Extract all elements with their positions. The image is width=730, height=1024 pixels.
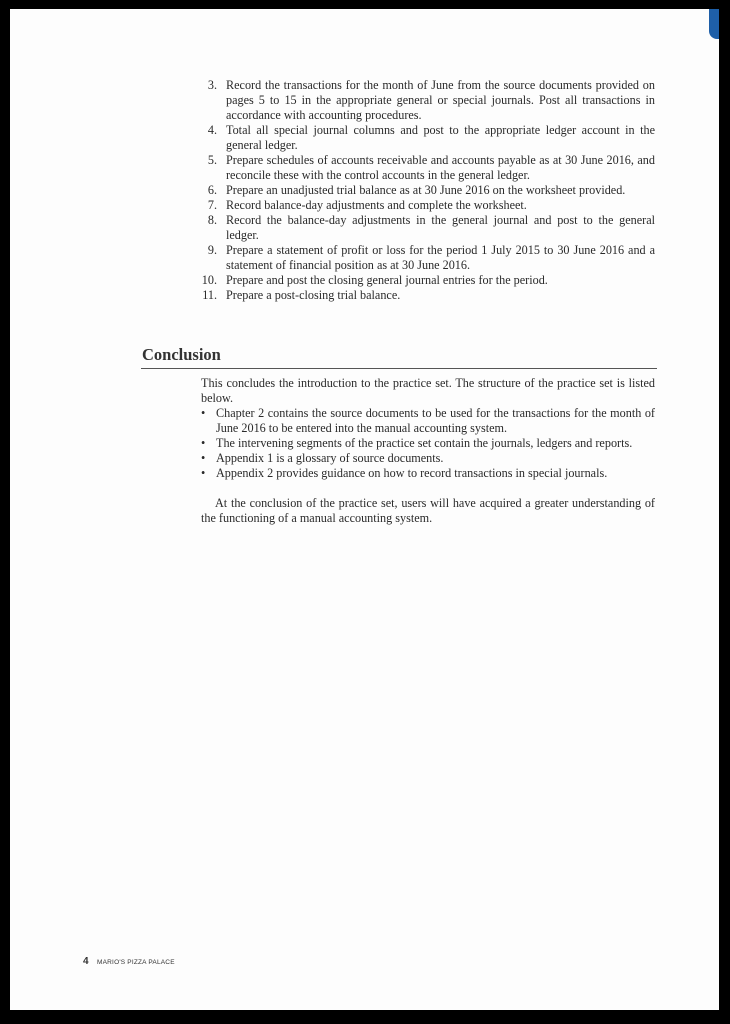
procedure-steps-list: [195, 78, 655, 303]
step-text: Record balance-day adjustments and complete the worksheet.: [226, 198, 527, 212]
step-text: Prepare and post the closing general journal entries for the period.: [226, 273, 548, 287]
page-number: 4: [83, 956, 89, 967]
procedure-step: [195, 288, 655, 303]
step-text: Record the balance-day adjustments in the general journal and post to the general ledger.: [226, 213, 655, 242]
step-number: 9.: [207, 243, 217, 257]
step-number: 6.: [207, 183, 217, 197]
step-number: 10.: [201, 273, 217, 287]
step-number: 3.: [207, 78, 217, 92]
bullet-item: • Appendix 1 is a glossary of source documents.: [201, 451, 655, 466]
procedure-step: [195, 183, 655, 198]
step-number: 4.: [207, 123, 217, 137]
step-number: 8.: [207, 213, 217, 227]
procedure-step: [195, 273, 655, 288]
heading-divider: [141, 368, 657, 369]
step-number: 7.: [207, 198, 217, 212]
step-text: Record the transactions for the month of June from the source documents provided on pages 5 to 15 in the appropriate general or special journals. Post all transactions in accordance with accounting procedures.: [226, 78, 655, 122]
structure-bullet-list: [201, 406, 655, 481]
conclusion-closing: At the conclusion of the practice set, users will have acquired a greater understanding of the functioning of a manual accounting system.: [201, 496, 655, 525]
bullet-item: • Appendix 2 provides guidance on how to record transactions in special journals.: [201, 466, 655, 481]
procedure-step: [195, 213, 655, 243]
step-text: Prepare an unadjusted trial balance as at 30 June 2016 on the worksheet provided.: [226, 183, 626, 197]
step-number: 5.: [207, 153, 217, 167]
scan-edge-mark: [709, 9, 719, 39]
step-text: Prepare a statement of profit or loss for the period 1 July 2015 to 30 June 2016 and a statement of financial position as at 30 June 2016.: [226, 243, 655, 272]
bullet-item: • The intervening segments of the practice set contain the journals, ledgers and reports.: [201, 436, 655, 451]
procedure-step: [195, 78, 655, 123]
conclusion-intro: This concludes the introduction to the practice set. The structure of the practice set is listed below.: [201, 376, 655, 405]
step-number: 11.: [202, 288, 217, 302]
page-footer: [83, 951, 175, 969]
document-page: [10, 9, 719, 1010]
running-title: MARIO'S PIZZA PALACE: [97, 959, 175, 966]
step-text: Total all special journal columns and post to the appropriate ledger account in the general ledger.: [226, 123, 655, 152]
procedure-step: [195, 198, 655, 213]
step-text: Prepare schedules of accounts receivable and accounts payable as at 30 June 2016, and reconcile these with the control accounts in the general ledger.: [226, 153, 655, 182]
bullet-item: • Chapter 2 contains the source documents to be used for the transactions for the month of June 2016 to be entered into the manual accounting system.: [201, 406, 655, 436]
procedure-step: [195, 123, 655, 153]
step-text: Prepare a post-closing trial balance.: [226, 288, 401, 302]
procedure-step: [195, 153, 655, 183]
procedure-step: [195, 243, 655, 273]
conclusion-heading: Conclusion: [142, 345, 221, 364]
conclusion-body: [201, 376, 655, 526]
